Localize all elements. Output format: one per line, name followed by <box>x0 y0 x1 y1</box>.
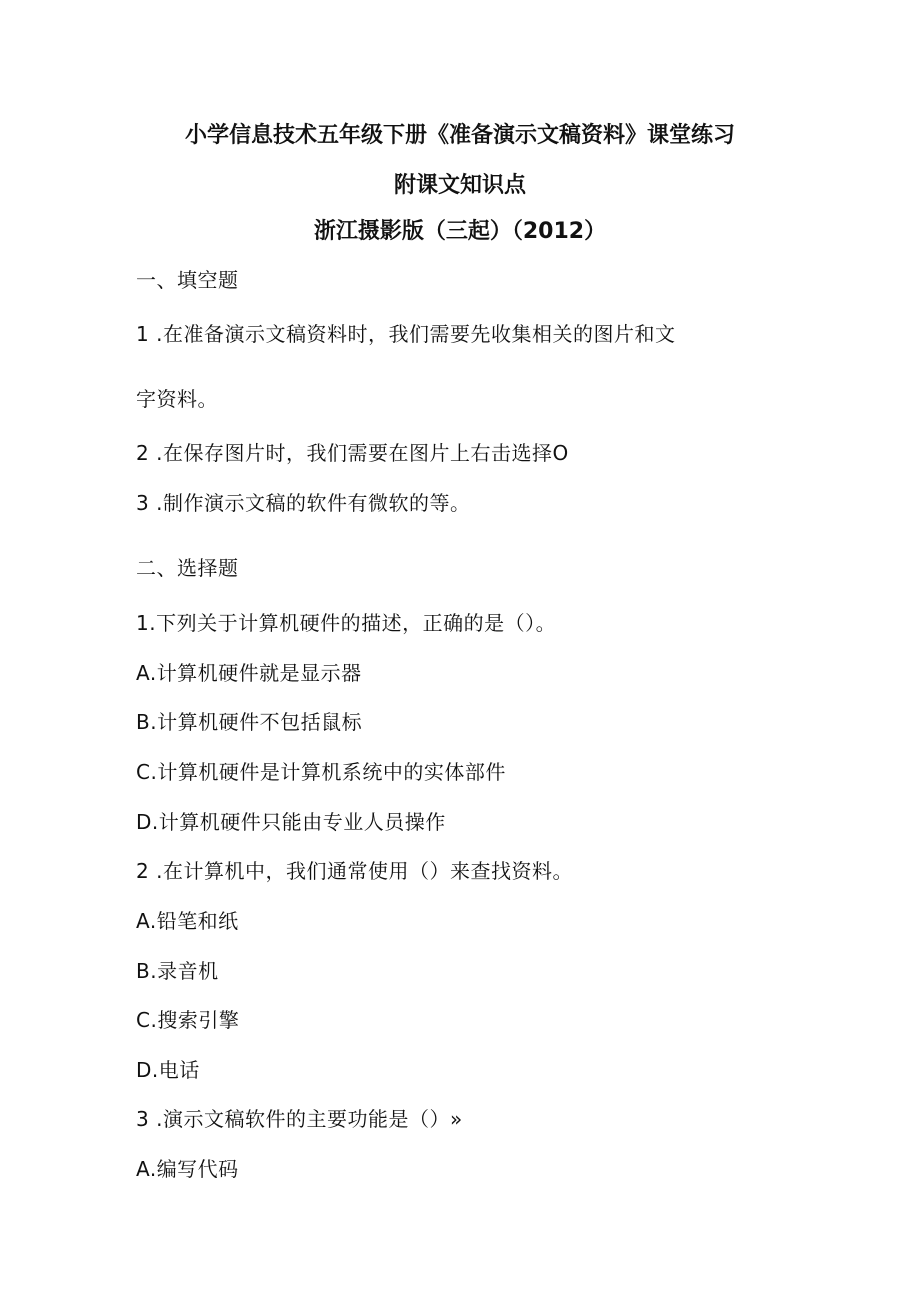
document-edition: 浙江摄影版（三起）（2012） <box>313 219 607 244</box>
document-subtitle: 附课文知识点 <box>393 173 526 198</box>
choice-question-3-stem: 3 .演示文稿软件的主要功能是（）» <box>136 1107 463 1131</box>
section-heading-fill-blank: 一、填空题 <box>136 268 239 292</box>
choice-question-2-stem: 2 .在计算机中，我们通常使用（）来查找资料。 <box>136 859 573 883</box>
choice-question-1-stem: 1.下列关于计算机硬件的描述，正确的是（）。 <box>136 611 557 635</box>
choice-question-2-option-b: B.录音机 <box>136 959 219 983</box>
choice-question-1-option-d: D.计算机硬件只能由专业人员操作 <box>136 810 446 834</box>
choice-question-1-option-b: B.计算机硬件不包括鼠标 <box>136 710 363 734</box>
fill-question-1-line-1: 1 .在准备演示文稿资料时，我们需要先收集相关的图片和文 <box>136 322 676 346</box>
section-heading-multiple-choice: 二、选择题 <box>136 556 239 580</box>
choice-question-2-option-d: D.电话 <box>136 1058 200 1082</box>
choice-question-3-option-a: A.编写代码 <box>136 1157 239 1181</box>
fill-question-1-line-2: 字资料。 <box>136 387 218 411</box>
choice-question-2-option-a: A.铅笔和纸 <box>136 909 239 933</box>
document-title: 小学信息技术五年级下册《准备演示文稿资料》课堂练习 <box>184 123 735 148</box>
fill-question-3: 3 .制作演示文稿的软件有微软的等。 <box>136 491 471 515</box>
choice-question-2-option-c: C.搜索引擎 <box>136 1008 240 1032</box>
choice-question-1-option-a: A.计算机硬件就是显示器 <box>136 661 362 685</box>
choice-question-1-option-c: C.计算机硬件是计算机系统中的实体部件 <box>136 760 506 784</box>
fill-question-2: 2 .在保存图片时，我们需要在图片上右击选择O <box>136 441 569 465</box>
